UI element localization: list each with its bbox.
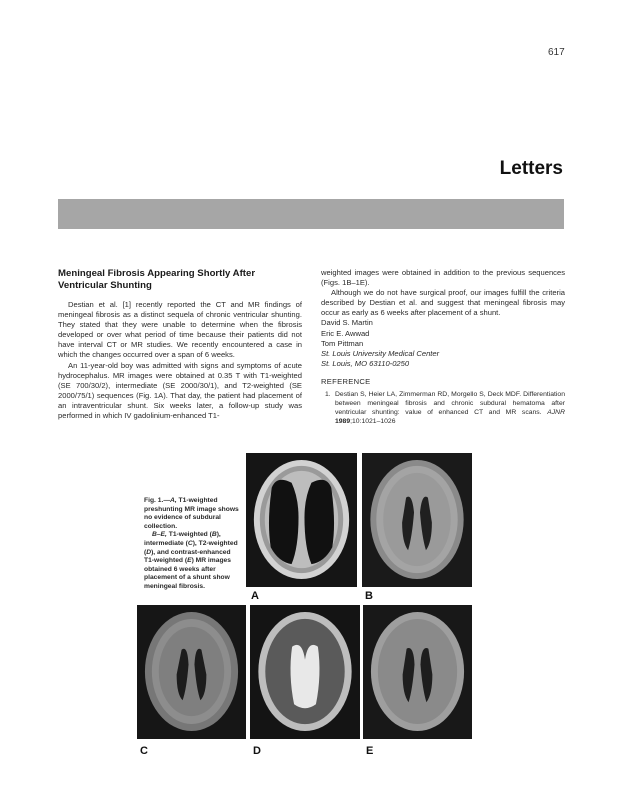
author-2: Eric E. Awwad: [321, 328, 370, 338]
mri-panel-c: [137, 605, 246, 739]
reference-item: [321, 390, 565, 426]
article-right-column: [321, 268, 565, 426]
panel-label-d: D: [253, 745, 261, 757]
article-title: Meningeal Fibrosis Appearing Shortly After Ventricular Shunting: [58, 268, 256, 291]
address: St. Louis, MO 63110-0250: [321, 358, 410, 368]
paragraph-3: weighted images were obtained in addition to the previous sequences (Figs. 1B–1E).: [321, 268, 565, 288]
reference-heading: REFERENCE: [321, 376, 371, 386]
paragraph-2: An 11-year-old boy was admitted with signs and symptoms of acute hydrocephalus. MR images were obtained at 0.35 T with T1-weighted (SE 700/30/2), intermediate (SE 2000/30/1), and T2-weighted (SE 2000/75/1) sequences (Fig. 1A). That day, the patient had placement of an intraventricular shunt. Six weeks later, a follow-up study was performed in which IV gadolinium-enhanced T1-: [58, 360, 302, 421]
mri-panel-b: [362, 453, 472, 587]
figure-caption: Fig. 1.—A, T1-weighted preshunting MR image shows no evidence of subdural collection. B–E, T1-weighted (B), intermediate (C), T2-weighted (D), and contrast-enhanced T1-weighted (E) MR images obtained 6 weeks after placement of a shunt show meningeal fibrosis.: [144, 497, 239, 590]
author-1: David S. Martin: [321, 318, 373, 328]
mri-panel-d: [250, 605, 360, 739]
institution: St. Louis University Medical Center: [321, 348, 440, 358]
mri-panel-a: [246, 453, 357, 587]
panel-label-b: B: [365, 590, 373, 602]
author-3: Tom Pittman: [321, 338, 364, 348]
paragraph-4: Although we do not have surgical proof, our images fulfill the criteria described by Destian et al. and suggest that meningeal fibrosis may occur as early as 6 weeks after placement of a shunt.: [321, 288, 565, 318]
reference-pages: ;10:1021–1026: [350, 418, 396, 426]
article-left-column: [58, 268, 302, 421]
page-number: 617: [548, 47, 565, 58]
paragraph-1: Destian et al. [1] recently reported the CT and MR findings of meningeal fibrosis as a distinct sequela of chronic ventricular shunting. They stated that they were unable to determine when the fibrosis developed or over what period of time because their patients did not have interval CT or MR studies. We recently encountered a case in which the changes occurred over a span of 6 weeks.: [58, 300, 302, 360]
mri-panel-e: [363, 605, 472, 739]
section-title: Letters: [499, 158, 563, 179]
panel-label-c: C: [140, 745, 148, 757]
reference-year: 1989: [335, 418, 351, 426]
reference-journal: AJNR: [547, 409, 565, 417]
reference-text: Destian S, Heier LA, Zimmerman RD, Morgello S, Deck MDF. Differentiation between meningeal fibrosis and chronic subdural hematoma after ventricular shunting: value of enhanced CT and MR scans. AJNR 1989;10:1021–1026: [335, 391, 565, 426]
reference-number: 1.: [325, 391, 331, 399]
panel-label-e: E: [366, 745, 374, 757]
panel-label-a: A: [251, 590, 259, 602]
header-band: [58, 199, 564, 229]
